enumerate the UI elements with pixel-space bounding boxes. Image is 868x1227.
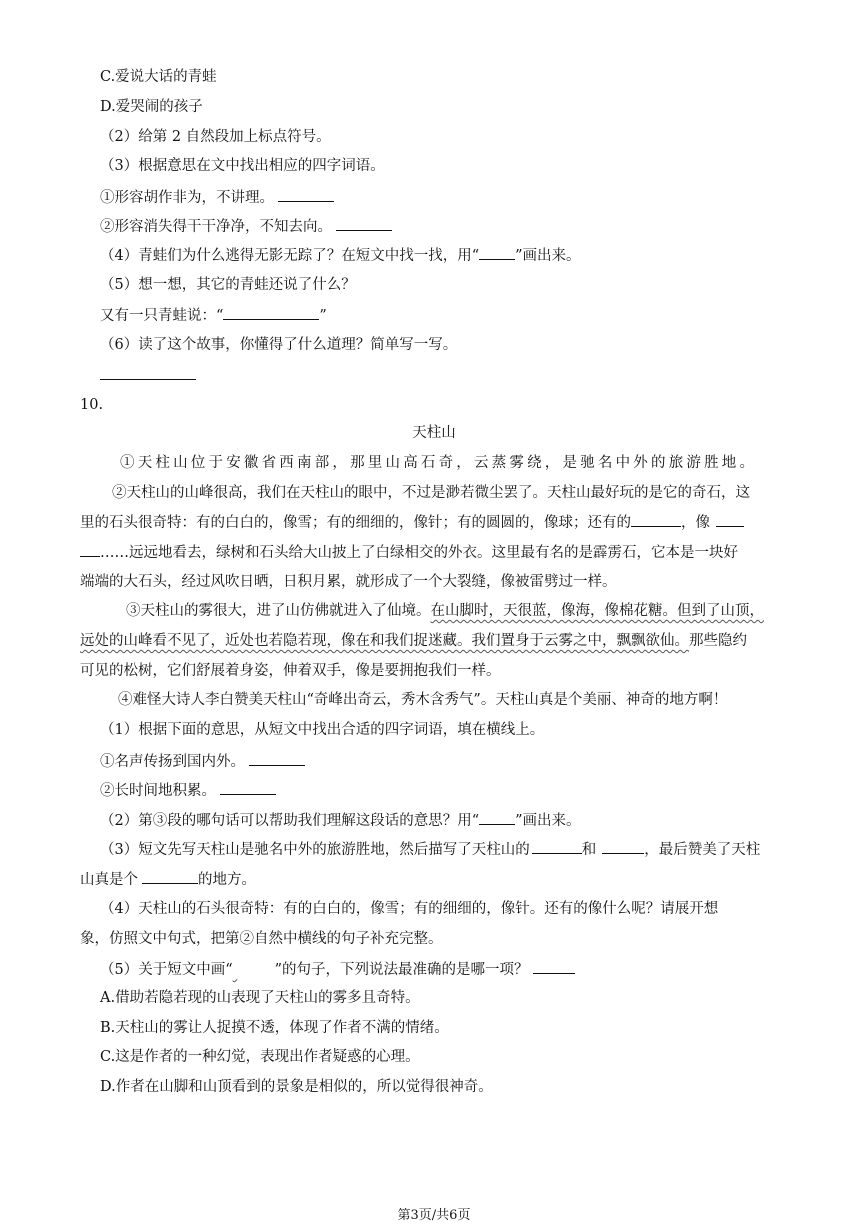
answer-blank[interactable] <box>223 305 319 320</box>
question-number: 10. <box>80 397 104 413</box>
paragraph-3-line-3: 可见的松树，它们舒展着身姿，伸着双手，像是要拥抱我们一样。 <box>80 663 501 679</box>
question-4-text-b: ”画出来。 <box>515 248 581 264</box>
option-c: C.爱说大话的青蛙 <box>100 69 217 85</box>
option-d: D.爱哭闹的孩子 <box>100 99 203 115</box>
wavy-line-sample <box>233 960 275 980</box>
answer-blank[interactable] <box>80 542 100 557</box>
question-5-answer-a: 又有一只青蛙说：“ <box>100 308 224 324</box>
answer-blank[interactable] <box>716 512 744 527</box>
question-4 <box>100 245 581 266</box>
question-3a <box>100 187 334 208</box>
paragraph-2-line-2 <box>80 512 744 533</box>
q10-question-5-text-b: ”的句子，下列说法最准确的是哪一项？ <box>274 962 529 978</box>
q10-question-2 <box>100 810 581 831</box>
paragraph-2-line-3 <box>80 542 738 563</box>
answer-blank[interactable] <box>479 245 515 260</box>
paragraph-2-text-c: ……远远地看去，绿树和石头给大山披上了白绿相交的外衣。这里最有名的是霹雳石，它本是一块好 <box>100 545 738 561</box>
q10-question-1b <box>100 780 276 801</box>
question-4-text-a: （4）青蛙们为什么逃得无影无踪了？在短文中找一找，用“ <box>100 248 480 264</box>
answer-blank[interactable] <box>336 216 392 231</box>
question-5-answer <box>100 305 327 326</box>
paragraph-2-text-a: 里的石头很奇特：有的白白的，像雪；有的细细的，像针；有的圆圆的，像球；还有的 <box>80 515 631 531</box>
answer-blank[interactable] <box>479 810 515 825</box>
q10-question-3-text-a: （3）短文先写天柱山是驰名中外的旅游胜地，然后描写了天柱山的 <box>100 842 530 858</box>
q10-question-1a <box>100 751 305 772</box>
q10-question-2-text-a: （2）第③段的哪句话可以帮助我们理解这段话的意思？用“ <box>100 813 480 829</box>
answer-blank[interactable] <box>533 959 575 974</box>
q10-option-d: D.作者在山脚和山顶看到的景象是相似的，所以觉得很神奇。 <box>100 1079 493 1095</box>
wavy-sentence: 远处的山峰看不见了，近处也若隐若现，像在和我们捉迷藏。我们置身于云雾之中，飘飘欲仙。 <box>80 633 689 649</box>
q10-question-3-text-b: 和 <box>581 842 597 858</box>
question-5: （5）想一想，其它的青蛙还说了什么？ <box>100 277 356 293</box>
q10-question-1: （1）根据下面的意思，从短文中找出合适的四字词语，填在横线上。 <box>100 722 545 738</box>
paragraph-2-text-b: ，像 <box>681 515 710 531</box>
paragraph-3-line-2 <box>80 631 747 651</box>
q10-question-4-line-1: （4）天柱山的石头很奇特：有的白白的，像雪；有的细细的，像针。还有的像什么呢？请展开想 <box>100 901 719 917</box>
answer-blank[interactable] <box>532 839 582 854</box>
q10-question-1a-text: ①名声传扬到国内外。 <box>100 754 245 770</box>
paragraph-2-line-4: 端端的大石头，经过风吹日晒，日积月累，就形成了一个大裂缝，像被雷劈过一样。 <box>80 574 617 590</box>
q10-question-3-text-c: ，最后赞美了天柱 <box>644 842 761 858</box>
answer-blank[interactable] <box>100 365 196 380</box>
q10-question-3-text-d: 山真是个 <box>80 872 138 888</box>
answer-blank[interactable] <box>249 751 305 766</box>
answer-blank[interactable] <box>142 869 198 884</box>
passage-title: 天柱山 <box>412 425 456 441</box>
question-3b <box>100 216 392 237</box>
question-2: （2）给第 2 自然段加上标点符号。 <box>100 129 331 145</box>
paragraph-1: ①天柱山位于安徽省西南部，那里山高石奇，云蒸雾绕，是驰名中外的旅游胜地。 <box>120 455 758 471</box>
q10-option-a: A.借助若隐若现的山表现了天柱山的雾多且奇特。 <box>100 990 420 1006</box>
paragraph-3-text-b: 那些隐约 <box>689 633 747 649</box>
answer-blank[interactable] <box>631 512 681 527</box>
question-3a-text: ①形容胡作非为，不讲理。 <box>100 190 274 206</box>
q10-question-1b-text: ②长时间地积累。 <box>100 783 216 799</box>
question-6: （6）读了这个故事，你懂得了什么道理？简单写一写。 <box>100 337 458 353</box>
answer-blank[interactable] <box>602 839 644 854</box>
q10-question-5 <box>100 959 575 980</box>
question-5-answer-b: ” <box>319 308 327 324</box>
question-3b-text: ②形容消失得干干净净，不知去向。 <box>100 219 332 235</box>
q10-question-2-text-b: ”画出来。 <box>515 813 581 829</box>
q10-option-b: B.天柱山的雾让人捉摸不透，体现了作者不满的情绪。 <box>100 1020 449 1036</box>
question-6-answer <box>100 365 196 386</box>
q10-question-3-line-1 <box>100 839 760 860</box>
paragraph-3-line-1 <box>126 601 764 621</box>
wavy-sentence: 在山脚时，天很蓝，像海，像棉花糖。但到了山顶， <box>430 603 764 619</box>
q10-question-3-line-2 <box>80 869 256 890</box>
paragraph-2-line-1: ②天柱山的山峰很高，我们在天柱山的眼中，不过是渺若微尘罢了。天柱山最好玩的是它的奇石，这 <box>112 485 750 501</box>
paragraph-3-text-a: ③天柱山的雾很大，进了山仿佛就进入了仙境。 <box>126 603 431 619</box>
q10-question-3-text-e: 的地方。 <box>198 872 256 888</box>
q10-question-4-line-2: 象，仿照文中句式，把第②自然中横线的句子补充完整。 <box>80 931 443 947</box>
answer-blank[interactable] <box>220 780 276 795</box>
paragraph-4: ④难怪大诗人李白赞美天柱山“奇峰出奇云，秀木含秀气”。天柱山真是个美丽、神奇的地方啊！ <box>118 692 728 708</box>
q10-question-5-text-a: （5）关于短文中画“ <box>100 962 233 978</box>
question-3: （3）根据意思在文中找出相应的四字词语。 <box>100 158 385 174</box>
answer-blank[interactable] <box>278 187 334 202</box>
q10-option-c: C.这是作者的一种幻觉，表现出作者疑惑的心理。 <box>100 1049 420 1065</box>
page-footer: 第3页/共6页 <box>397 1208 471 1223</box>
